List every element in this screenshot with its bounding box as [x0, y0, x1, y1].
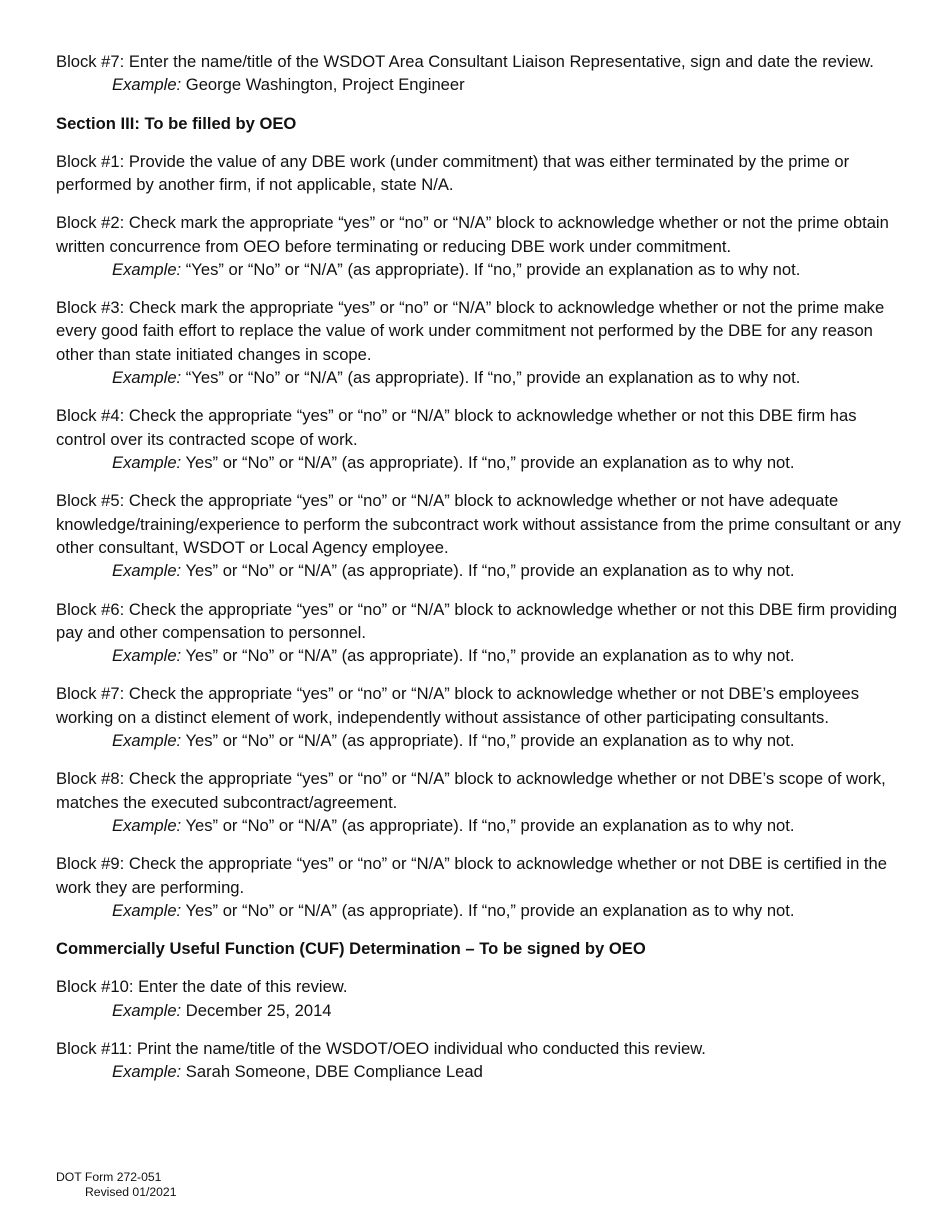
example-label: Example: — [112, 816, 182, 836]
example-label: Example: — [112, 731, 182, 751]
example-text: “Yes” or “No” or “N/A” (as appropriate). If “no,” provide an explanation as to why not. — [181, 368, 801, 388]
instruction-block-10 — [56, 975, 906, 1022]
example-text: Sarah Someone, DBE Compliance Lead — [181, 1062, 483, 1082]
example-text: Yes” or “No” or “N/A” (as appropriate). If “no,” provide an explanation as to why not. — [181, 901, 795, 921]
example-label: Example: — [112, 646, 182, 666]
instruction-block-11 — [56, 1037, 906, 1084]
block-text: Block #2: Check mark the appropriate “yes” or “no” or “N/A” block to acknowledge whether or not the prime obtain written concurrence from OEO before terminating or reducing DBE work under commitment. — [56, 213, 889, 256]
example-line — [56, 1060, 906, 1083]
section-3-heading: Section III: To be filled by OEO — [56, 113, 297, 133]
block-text: Block #6: Check the appropriate “yes” or “no” or “N/A” block to acknowledge whether or not this DBE firm providing pay and other compensation to personnel. — [56, 599, 898, 642]
page-footer — [56, 1170, 176, 1199]
block-text: Block #11: Print the name/title of the WSDOT/OEO individual who conducted this review. — [56, 1038, 706, 1058]
block-text: Block #9: Check the appropriate “yes” or “no” or “N/A” block to acknowledge whether or not DBE is certified in the work they are performing. — [56, 854, 887, 897]
example-line — [56, 999, 906, 1022]
block-text: Block #1: Provide the value of any DBE work (under commitment) that was either terminated by the prime or performed by another firm, if not applicable, state N/A. — [56, 151, 850, 194]
example-line — [56, 258, 906, 281]
example-line — [56, 366, 906, 389]
example-line — [56, 73, 906, 96]
example-line — [56, 814, 906, 837]
instruction-block-9 — [56, 852, 906, 922]
instruction-block-6 — [56, 598, 906, 668]
example-label: Example: — [112, 75, 182, 95]
example-text: December 25, 2014 — [181, 1000, 332, 1020]
form-number: DOT Form 272-051 — [56, 1170, 162, 1184]
instruction-block-7 — [56, 682, 906, 752]
document-body — [56, 50, 906, 1098]
block-text: Block #4: Check the appropriate “yes” or “no” or “N/A” block to acknowledge whether or not this DBE firm has control over its contracted scope of work. — [56, 406, 857, 449]
instruction-block-7-consultant-liaison — [56, 50, 906, 97]
example-label: Example: — [112, 901, 182, 921]
example-text: George Washington, Project Engineer — [181, 75, 465, 95]
example-label: Example: — [112, 1000, 182, 1020]
example-text: “Yes” or “No” or “N/A” (as appropriate). If “no,” provide an explanation as to why not. — [181, 259, 801, 279]
example-line — [56, 559, 906, 582]
example-text: Yes” or “No” or “N/A” (as appropriate). If “no,” provide an explanation as to why not. — [181, 816, 795, 836]
block-text: Block #7: Enter the name/title of the WSDOT Area Consultant Liaison Representative, sign and date the review. — [56, 52, 874, 71]
block-text: Block #3: Check mark the appropriate “yes” or “no” or “N/A” block to acknowledge whether or not the prime make every good faith effort to replace the value of work under commitment not performed by the DBE for any reason other than state initiated changes in scope. — [56, 298, 885, 364]
instruction-block-2 — [56, 211, 906, 281]
example-text: Yes” or “No” or “N/A” (as appropriate). If “no,” provide an explanation as to why not. — [181, 453, 795, 473]
example-label: Example: — [112, 453, 182, 473]
instruction-block-4 — [56, 404, 906, 474]
instruction-block-3 — [56, 296, 906, 390]
instruction-block-8 — [56, 767, 906, 837]
revision-date: Revised 01/2021 — [85, 1184, 177, 1199]
example-line — [56, 729, 906, 752]
example-text: Yes” or “No” or “N/A” (as appropriate). If “no,” provide an explanation as to why not. — [181, 561, 795, 581]
example-line — [56, 451, 906, 474]
cuf-determination-heading: Commercially Useful Function (CUF) Determination – To be signed by OEO — [56, 939, 646, 959]
example-label: Example: — [112, 1062, 182, 1082]
block-text: Block #10: Enter the date of this review. — [56, 977, 348, 997]
example-line — [56, 644, 906, 667]
example-label: Example: — [112, 259, 182, 279]
example-label: Example: — [112, 561, 182, 581]
example-label: Example: — [112, 368, 182, 388]
example-text: Yes” or “No” or “N/A” (as appropriate). If “no,” provide an explanation as to why not. — [181, 731, 795, 751]
block-text: Block #7: Check the appropriate “yes” or “no” or “N/A” block to acknowledge whether or not DBE’s employees working on a distinct element of work, independently without assistance of other participating consultants. — [56, 684, 860, 727]
instruction-block-1 — [56, 150, 906, 197]
block-text: Block #8: Check the appropriate “yes” or “no” or “N/A” block to acknowledge whether or not DBE’s scope of work, matches the executed subcontract/agreement. — [56, 769, 886, 812]
example-text: Yes” or “No” or “N/A” (as appropriate). If “no,” provide an explanation as to why not. — [181, 646, 795, 666]
block-text: Block #5: Check the appropriate “yes” or “no” or “N/A” block to acknowledge whether or not have adequate knowledge/training/experience to perform the subcontract work without assistance from the prime consultant or any other consultant, WSDOT or Local Agency employee. — [56, 491, 901, 558]
example-line — [56, 899, 906, 922]
instruction-block-5 — [56, 489, 906, 583]
